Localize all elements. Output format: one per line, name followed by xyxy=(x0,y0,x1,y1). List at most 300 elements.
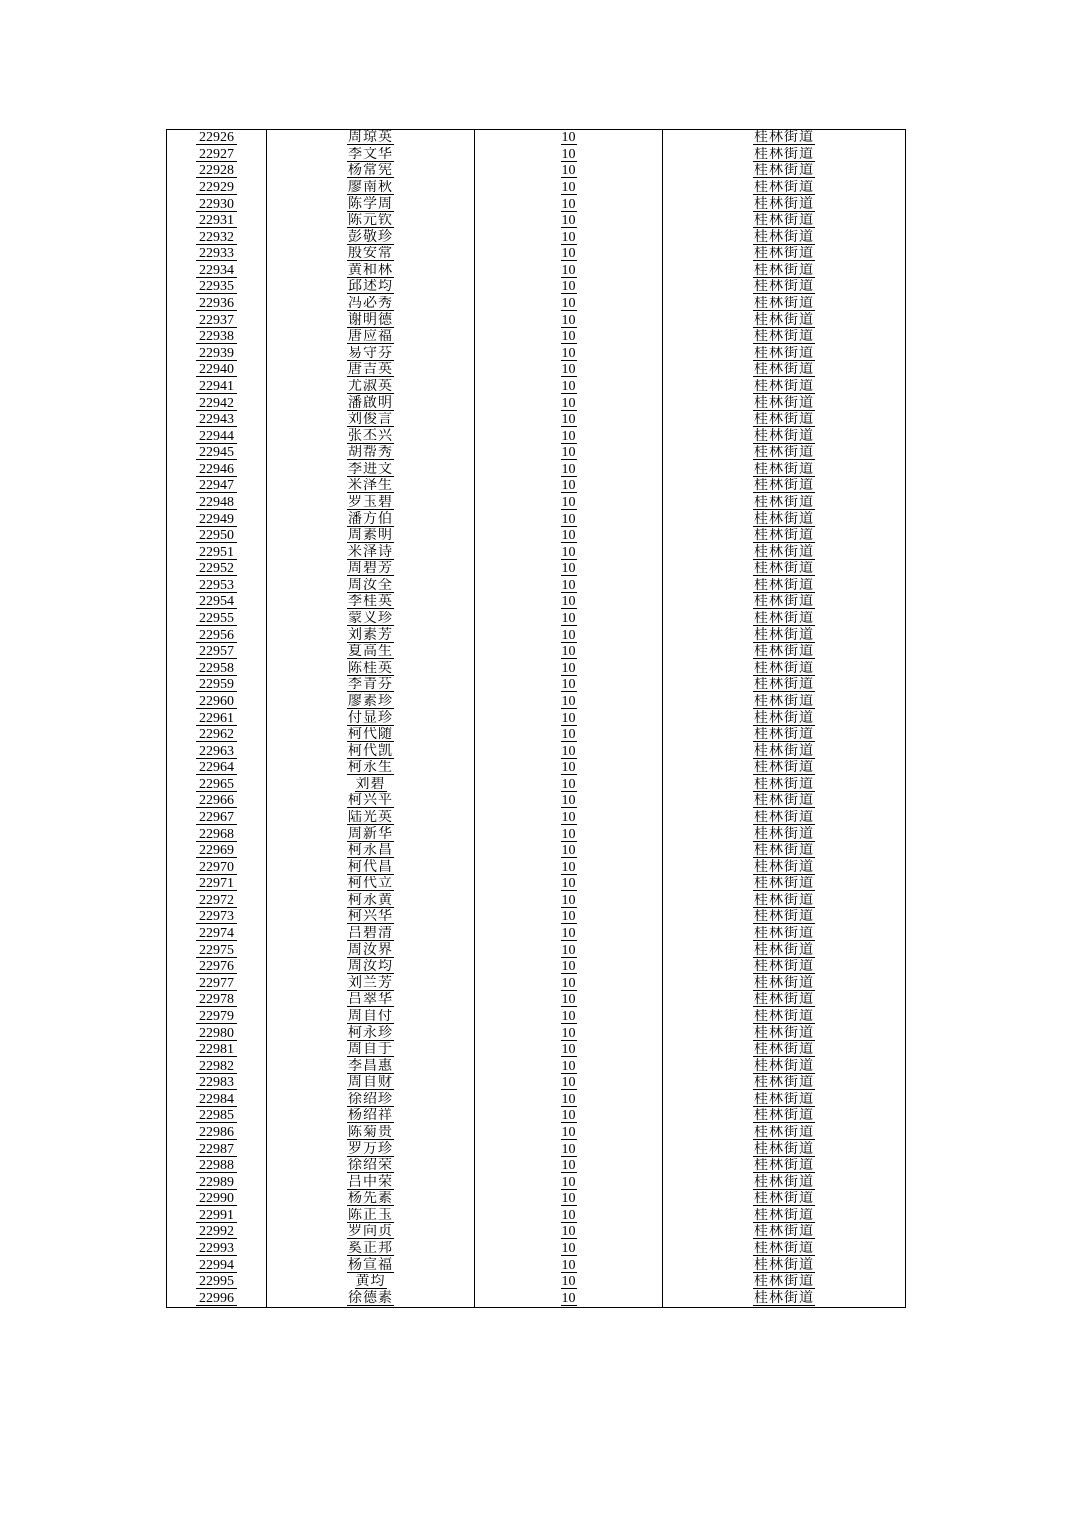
name-text: 唐吉英 xyxy=(348,362,393,378)
street-text: 桂林街道 xyxy=(754,1207,814,1223)
table-row xyxy=(167,793,906,810)
street-cell xyxy=(663,1058,906,1075)
row-number-cell xyxy=(167,710,267,727)
row-number-text: 22933 xyxy=(196,247,237,261)
row-number-cell xyxy=(167,528,267,545)
street-cell xyxy=(663,876,906,893)
table-row xyxy=(167,561,906,578)
row-number-text: 22955 xyxy=(196,612,237,626)
amount-text: 10 xyxy=(561,909,576,925)
street-text: 桂林街道 xyxy=(754,561,814,577)
street-text: 桂林街道 xyxy=(754,843,814,859)
amount-cell xyxy=(475,893,663,910)
row-number-text: 22944 xyxy=(196,430,237,444)
name-cell xyxy=(267,627,475,644)
name-text: 刘兰芳 xyxy=(348,975,393,991)
row-number-cell xyxy=(167,1092,267,1109)
street-text: 桂林街道 xyxy=(754,1141,814,1157)
street-cell xyxy=(663,428,906,445)
amount-cell xyxy=(475,627,663,644)
name-cell xyxy=(267,1141,475,1158)
name-text: 黄和林 xyxy=(348,262,393,278)
table-row xyxy=(167,1125,906,1142)
table-row xyxy=(167,130,906,147)
name-cell xyxy=(267,296,475,313)
street-text: 桂林街道 xyxy=(754,909,814,925)
street-text: 桂林街道 xyxy=(754,1257,814,1273)
table-row xyxy=(167,909,906,926)
name-text: 陈桂英 xyxy=(348,660,393,676)
table-row xyxy=(167,379,906,396)
table-row xyxy=(167,462,906,479)
amount-text: 10 xyxy=(561,1058,576,1074)
name-cell xyxy=(267,147,475,164)
row-number-cell xyxy=(167,909,267,926)
row-number-text: 22995 xyxy=(196,1275,237,1289)
name-cell xyxy=(267,379,475,396)
amount-cell xyxy=(475,1290,663,1307)
street-text: 桂林街道 xyxy=(754,213,814,229)
street-text: 桂林街道 xyxy=(754,959,814,975)
name-cell xyxy=(267,777,475,794)
amount-cell xyxy=(475,1042,663,1059)
table-row xyxy=(167,1108,906,1125)
amount-cell xyxy=(475,428,663,445)
amount-text: 10 xyxy=(561,594,576,610)
amount-text: 10 xyxy=(561,213,576,229)
name-text: 周自财 xyxy=(348,1075,393,1091)
name-text: 张丕兴 xyxy=(348,428,393,444)
name-cell xyxy=(267,1274,475,1291)
row-number-text: 22928 xyxy=(196,164,237,178)
street-text: 桂林街道 xyxy=(754,611,814,627)
name-text: 廖素珍 xyxy=(348,693,393,709)
name-text: 柯永生 xyxy=(348,760,393,776)
row-number-text: 22975 xyxy=(196,944,237,958)
row-number-cell xyxy=(167,743,267,760)
row-number-text: 22987 xyxy=(196,1143,237,1157)
name-text: 柯兴华 xyxy=(348,909,393,925)
row-number-cell xyxy=(167,478,267,495)
street-cell xyxy=(663,793,906,810)
street-cell xyxy=(663,1224,906,1241)
row-number-text: 22981 xyxy=(196,1043,237,1057)
street-cell xyxy=(663,329,906,346)
name-cell xyxy=(267,743,475,760)
street-cell xyxy=(663,495,906,512)
row-number-cell xyxy=(167,462,267,479)
table-row xyxy=(167,1025,906,1042)
table-row xyxy=(167,810,906,827)
row-number-text: 22942 xyxy=(196,397,237,411)
street-text: 桂林街道 xyxy=(754,627,814,643)
name-text: 潘方伯 xyxy=(348,511,393,527)
street-cell xyxy=(663,578,906,595)
amount-text: 10 xyxy=(561,262,576,278)
name-cell xyxy=(267,992,475,1009)
name-cell xyxy=(267,495,475,512)
table-row xyxy=(167,263,906,280)
street-cell xyxy=(663,462,906,479)
street-cell xyxy=(663,263,906,280)
name-cell xyxy=(267,859,475,876)
name-text: 米泽诗 xyxy=(348,544,393,560)
street-text: 桂林街道 xyxy=(754,892,814,908)
row-number-cell xyxy=(167,777,267,794)
table-row xyxy=(167,1208,906,1225)
street-text: 桂林街道 xyxy=(754,412,814,428)
row-number-cell xyxy=(167,279,267,296)
row-number-cell xyxy=(167,1058,267,1075)
amount-cell xyxy=(475,1108,663,1125)
row-number-cell xyxy=(167,495,267,512)
table-row xyxy=(167,859,906,876)
name-text: 杨常宪 xyxy=(348,163,393,179)
name-cell xyxy=(267,1025,475,1042)
name-text: 夏高生 xyxy=(348,644,393,660)
row-number-cell xyxy=(167,428,267,445)
street-text: 桂林街道 xyxy=(754,246,814,262)
row-number-text: 22927 xyxy=(196,148,237,162)
row-number-text: 22991 xyxy=(196,1209,237,1223)
street-cell xyxy=(663,843,906,860)
name-text: 蒙义珍 xyxy=(348,611,393,627)
street-text: 桂林街道 xyxy=(754,577,814,593)
amount-cell xyxy=(475,710,663,727)
amount-cell xyxy=(475,213,663,230)
street-cell xyxy=(663,694,906,711)
name-cell xyxy=(267,594,475,611)
row-number-text: 22962 xyxy=(196,728,237,742)
street-text: 桂林街道 xyxy=(754,378,814,394)
name-text: 陈学周 xyxy=(348,196,393,212)
street-cell xyxy=(663,1158,906,1175)
table-row xyxy=(167,213,906,230)
amount-text: 10 xyxy=(561,428,576,444)
name-cell xyxy=(267,810,475,827)
street-cell xyxy=(663,346,906,363)
name-text: 李昌惠 xyxy=(348,1058,393,1074)
amount-cell xyxy=(475,1092,663,1109)
name-cell xyxy=(267,1208,475,1225)
amount-cell xyxy=(475,777,663,794)
amount-text: 10 xyxy=(561,378,576,394)
row-number-cell xyxy=(167,677,267,694)
table-row xyxy=(167,611,906,628)
amount-text: 10 xyxy=(561,146,576,162)
name-text: 吕中荣 xyxy=(348,1174,393,1190)
amount-cell xyxy=(475,561,663,578)
amount-text: 10 xyxy=(561,809,576,825)
name-cell xyxy=(267,959,475,976)
row-number-text: 22938 xyxy=(196,330,237,344)
street-cell xyxy=(663,926,906,943)
amount-cell xyxy=(475,1009,663,1026)
amount-cell xyxy=(475,727,663,744)
amount-text: 10 xyxy=(561,1274,576,1290)
name-cell xyxy=(267,395,475,412)
name-cell xyxy=(267,1158,475,1175)
amount-text: 10 xyxy=(561,362,576,378)
name-text: 黄均 xyxy=(355,1274,386,1290)
table-row xyxy=(167,644,906,661)
row-number-cell xyxy=(167,445,267,462)
amount-text: 10 xyxy=(561,876,576,892)
street-cell xyxy=(663,296,906,313)
street-cell xyxy=(663,644,906,661)
row-number-cell xyxy=(167,627,267,644)
amount-text: 10 xyxy=(561,1042,576,1058)
amount-cell xyxy=(475,1141,663,1158)
amount-text: 10 xyxy=(561,130,576,146)
row-number-text: 22979 xyxy=(196,1010,237,1024)
name-cell xyxy=(267,926,475,943)
table-row xyxy=(167,1274,906,1291)
amount-text: 10 xyxy=(561,677,576,693)
name-cell xyxy=(267,1058,475,1075)
amount-text: 10 xyxy=(561,1207,576,1223)
street-text: 桂林街道 xyxy=(754,1191,814,1207)
name-text: 奚正邦 xyxy=(348,1241,393,1257)
row-number-text: 22926 xyxy=(196,131,237,145)
row-number-text: 22986 xyxy=(196,1126,237,1140)
amount-cell xyxy=(475,412,663,429)
row-number-text: 22952 xyxy=(196,562,237,576)
street-text: 桂林街道 xyxy=(754,329,814,345)
name-text: 罗玉碧 xyxy=(348,495,393,510)
amount-text: 10 xyxy=(561,1008,576,1024)
table-row xyxy=(167,1009,906,1026)
amount-text: 10 xyxy=(561,627,576,643)
amount-text: 10 xyxy=(561,859,576,875)
name-text: 徐绍荣 xyxy=(348,1158,393,1174)
amount-cell xyxy=(475,1274,663,1291)
amount-text: 10 xyxy=(561,246,576,262)
name-text: 易守芬 xyxy=(348,345,393,361)
street-cell xyxy=(663,959,906,976)
name-cell xyxy=(267,362,475,379)
amount-cell xyxy=(475,992,663,1009)
name-text: 周自于 xyxy=(348,1042,393,1058)
row-number-cell xyxy=(167,959,267,976)
row-number-cell xyxy=(167,1257,267,1274)
amount-cell xyxy=(475,810,663,827)
amount-cell xyxy=(475,1208,663,1225)
table-row xyxy=(167,1092,906,1109)
street-text: 桂林街道 xyxy=(754,445,814,461)
name-cell xyxy=(267,478,475,495)
name-cell xyxy=(267,876,475,893)
street-text: 桂林街道 xyxy=(754,544,814,560)
name-cell xyxy=(267,1108,475,1125)
row-number-cell xyxy=(167,876,267,893)
street-cell xyxy=(663,1042,906,1059)
row-number-text: 22930 xyxy=(196,198,237,212)
table-row xyxy=(167,1075,906,1092)
street-text: 桂林街道 xyxy=(754,1158,814,1174)
street-cell xyxy=(663,362,906,379)
amount-text: 10 xyxy=(561,1141,576,1157)
name-text: 周碧芳 xyxy=(348,561,393,577)
amount-text: 10 xyxy=(561,395,576,411)
row-number-text: 22960 xyxy=(196,695,237,709)
amount-cell xyxy=(475,843,663,860)
name-text: 罗万珍 xyxy=(348,1141,393,1157)
name-cell xyxy=(267,760,475,777)
name-cell xyxy=(267,329,475,346)
amount-text: 10 xyxy=(561,1075,576,1091)
row-number-text: 22959 xyxy=(196,678,237,692)
street-cell xyxy=(663,1274,906,1291)
name-text: 殷安常 xyxy=(348,246,393,262)
amount-cell xyxy=(475,495,663,512)
street-cell xyxy=(663,1092,906,1109)
amount-text: 10 xyxy=(561,743,576,759)
name-cell xyxy=(267,1257,475,1274)
name-text: 米泽生 xyxy=(348,478,393,494)
table-row xyxy=(167,1224,906,1241)
row-number-cell xyxy=(167,1108,267,1125)
row-number-cell xyxy=(167,694,267,711)
amount-text: 10 xyxy=(561,511,576,527)
row-number-cell xyxy=(167,296,267,313)
name-cell xyxy=(267,1009,475,1026)
street-cell xyxy=(663,147,906,164)
table-row xyxy=(167,594,906,611)
row-number-cell xyxy=(167,992,267,1009)
amount-text: 10 xyxy=(561,611,576,627)
street-text: 桂林街道 xyxy=(754,1058,814,1074)
street-cell xyxy=(663,677,906,694)
amount-text: 10 xyxy=(561,710,576,726)
row-number-cell xyxy=(167,1274,267,1291)
street-cell xyxy=(663,511,906,528)
row-number-cell xyxy=(167,561,267,578)
name-text: 柯代凯 xyxy=(348,743,393,759)
row-number-cell xyxy=(167,180,267,197)
row-number-text: 22966 xyxy=(196,794,237,808)
amount-text: 10 xyxy=(561,329,576,345)
name-text: 徐绍珍 xyxy=(348,1091,393,1107)
amount-cell xyxy=(475,246,663,263)
table-row xyxy=(167,710,906,727)
row-number-cell xyxy=(167,760,267,777)
row-number-text: 22957 xyxy=(196,645,237,659)
row-number-cell xyxy=(167,1158,267,1175)
amount-text: 10 xyxy=(561,1091,576,1107)
amount-text: 10 xyxy=(561,1174,576,1190)
street-text: 桂林街道 xyxy=(754,146,814,162)
street-text: 桂林街道 xyxy=(754,163,814,179)
name-text: 杨绍祥 xyxy=(348,1108,393,1124)
amount-text: 10 xyxy=(561,412,576,428)
amount-text: 10 xyxy=(561,660,576,676)
name-text: 吕碧清 xyxy=(348,926,393,942)
street-cell xyxy=(663,544,906,561)
street-cell xyxy=(663,1174,906,1191)
street-text: 桂林街道 xyxy=(754,826,814,842)
table-row xyxy=(167,893,906,910)
name-text: 周琼英 xyxy=(348,130,393,146)
amount-cell xyxy=(475,1075,663,1092)
name-text: 胡帮秀 xyxy=(348,445,393,461)
street-text: 桂林街道 xyxy=(754,279,814,295)
amount-cell xyxy=(475,1058,663,1075)
street-cell xyxy=(663,826,906,843)
roster-table xyxy=(166,129,906,1308)
row-number-cell xyxy=(167,1208,267,1225)
amount-cell xyxy=(475,263,663,280)
amount-cell xyxy=(475,594,663,611)
table-row xyxy=(167,975,906,992)
row-number-text: 22941 xyxy=(196,380,237,394)
row-number-cell xyxy=(167,412,267,429)
amount-text: 10 xyxy=(561,461,576,477)
name-text: 冯必秀 xyxy=(348,296,393,312)
name-text: 吕翠华 xyxy=(348,992,393,1008)
name-cell xyxy=(267,263,475,280)
name-text: 尤淑英 xyxy=(348,378,393,394)
row-number-text: 22931 xyxy=(196,214,237,228)
table-row xyxy=(167,312,906,329)
table-row xyxy=(167,395,906,412)
table-row xyxy=(167,229,906,246)
row-number-cell xyxy=(167,1125,267,1142)
street-text: 桂林街道 xyxy=(754,776,814,792)
street-text: 桂林街道 xyxy=(754,1008,814,1024)
street-text: 桂林街道 xyxy=(754,528,814,544)
street-cell xyxy=(663,710,906,727)
street-text: 桂林街道 xyxy=(754,660,814,676)
table-row xyxy=(167,1241,906,1258)
name-text: 杨先素 xyxy=(348,1191,393,1207)
row-number-text: 22970 xyxy=(196,861,237,875)
amount-text: 10 xyxy=(561,528,576,544)
street-text: 桂林街道 xyxy=(754,461,814,477)
street-cell xyxy=(663,627,906,644)
amount-text: 10 xyxy=(561,1124,576,1140)
row-number-text: 22974 xyxy=(196,927,237,941)
name-cell xyxy=(267,1075,475,1092)
amount-cell xyxy=(475,544,663,561)
name-cell xyxy=(267,180,475,197)
table-row xyxy=(167,743,906,760)
street-cell xyxy=(663,312,906,329)
amount-text: 10 xyxy=(561,760,576,776)
table-row xyxy=(167,694,906,711)
row-number-text: 22951 xyxy=(196,546,237,560)
row-number-cell xyxy=(167,346,267,363)
name-text: 柯兴平 xyxy=(348,793,393,809)
street-text: 桂林街道 xyxy=(754,196,814,212)
amount-cell xyxy=(475,445,663,462)
amount-text: 10 xyxy=(561,1241,576,1257)
street-text: 桂林街道 xyxy=(754,1075,814,1091)
name-cell xyxy=(267,909,475,926)
name-text: 李文华 xyxy=(348,146,393,162)
street-cell xyxy=(663,975,906,992)
row-number-text: 22961 xyxy=(196,712,237,726)
amount-cell xyxy=(475,1257,663,1274)
name-cell xyxy=(267,1042,475,1059)
amount-cell xyxy=(475,644,663,661)
row-number-text: 22946 xyxy=(196,463,237,477)
amount-text: 10 xyxy=(561,793,576,809)
name-text: 杨宣福 xyxy=(348,1257,393,1273)
table-row xyxy=(167,926,906,943)
street-text: 桂林街道 xyxy=(754,296,814,312)
table-row xyxy=(167,1174,906,1191)
